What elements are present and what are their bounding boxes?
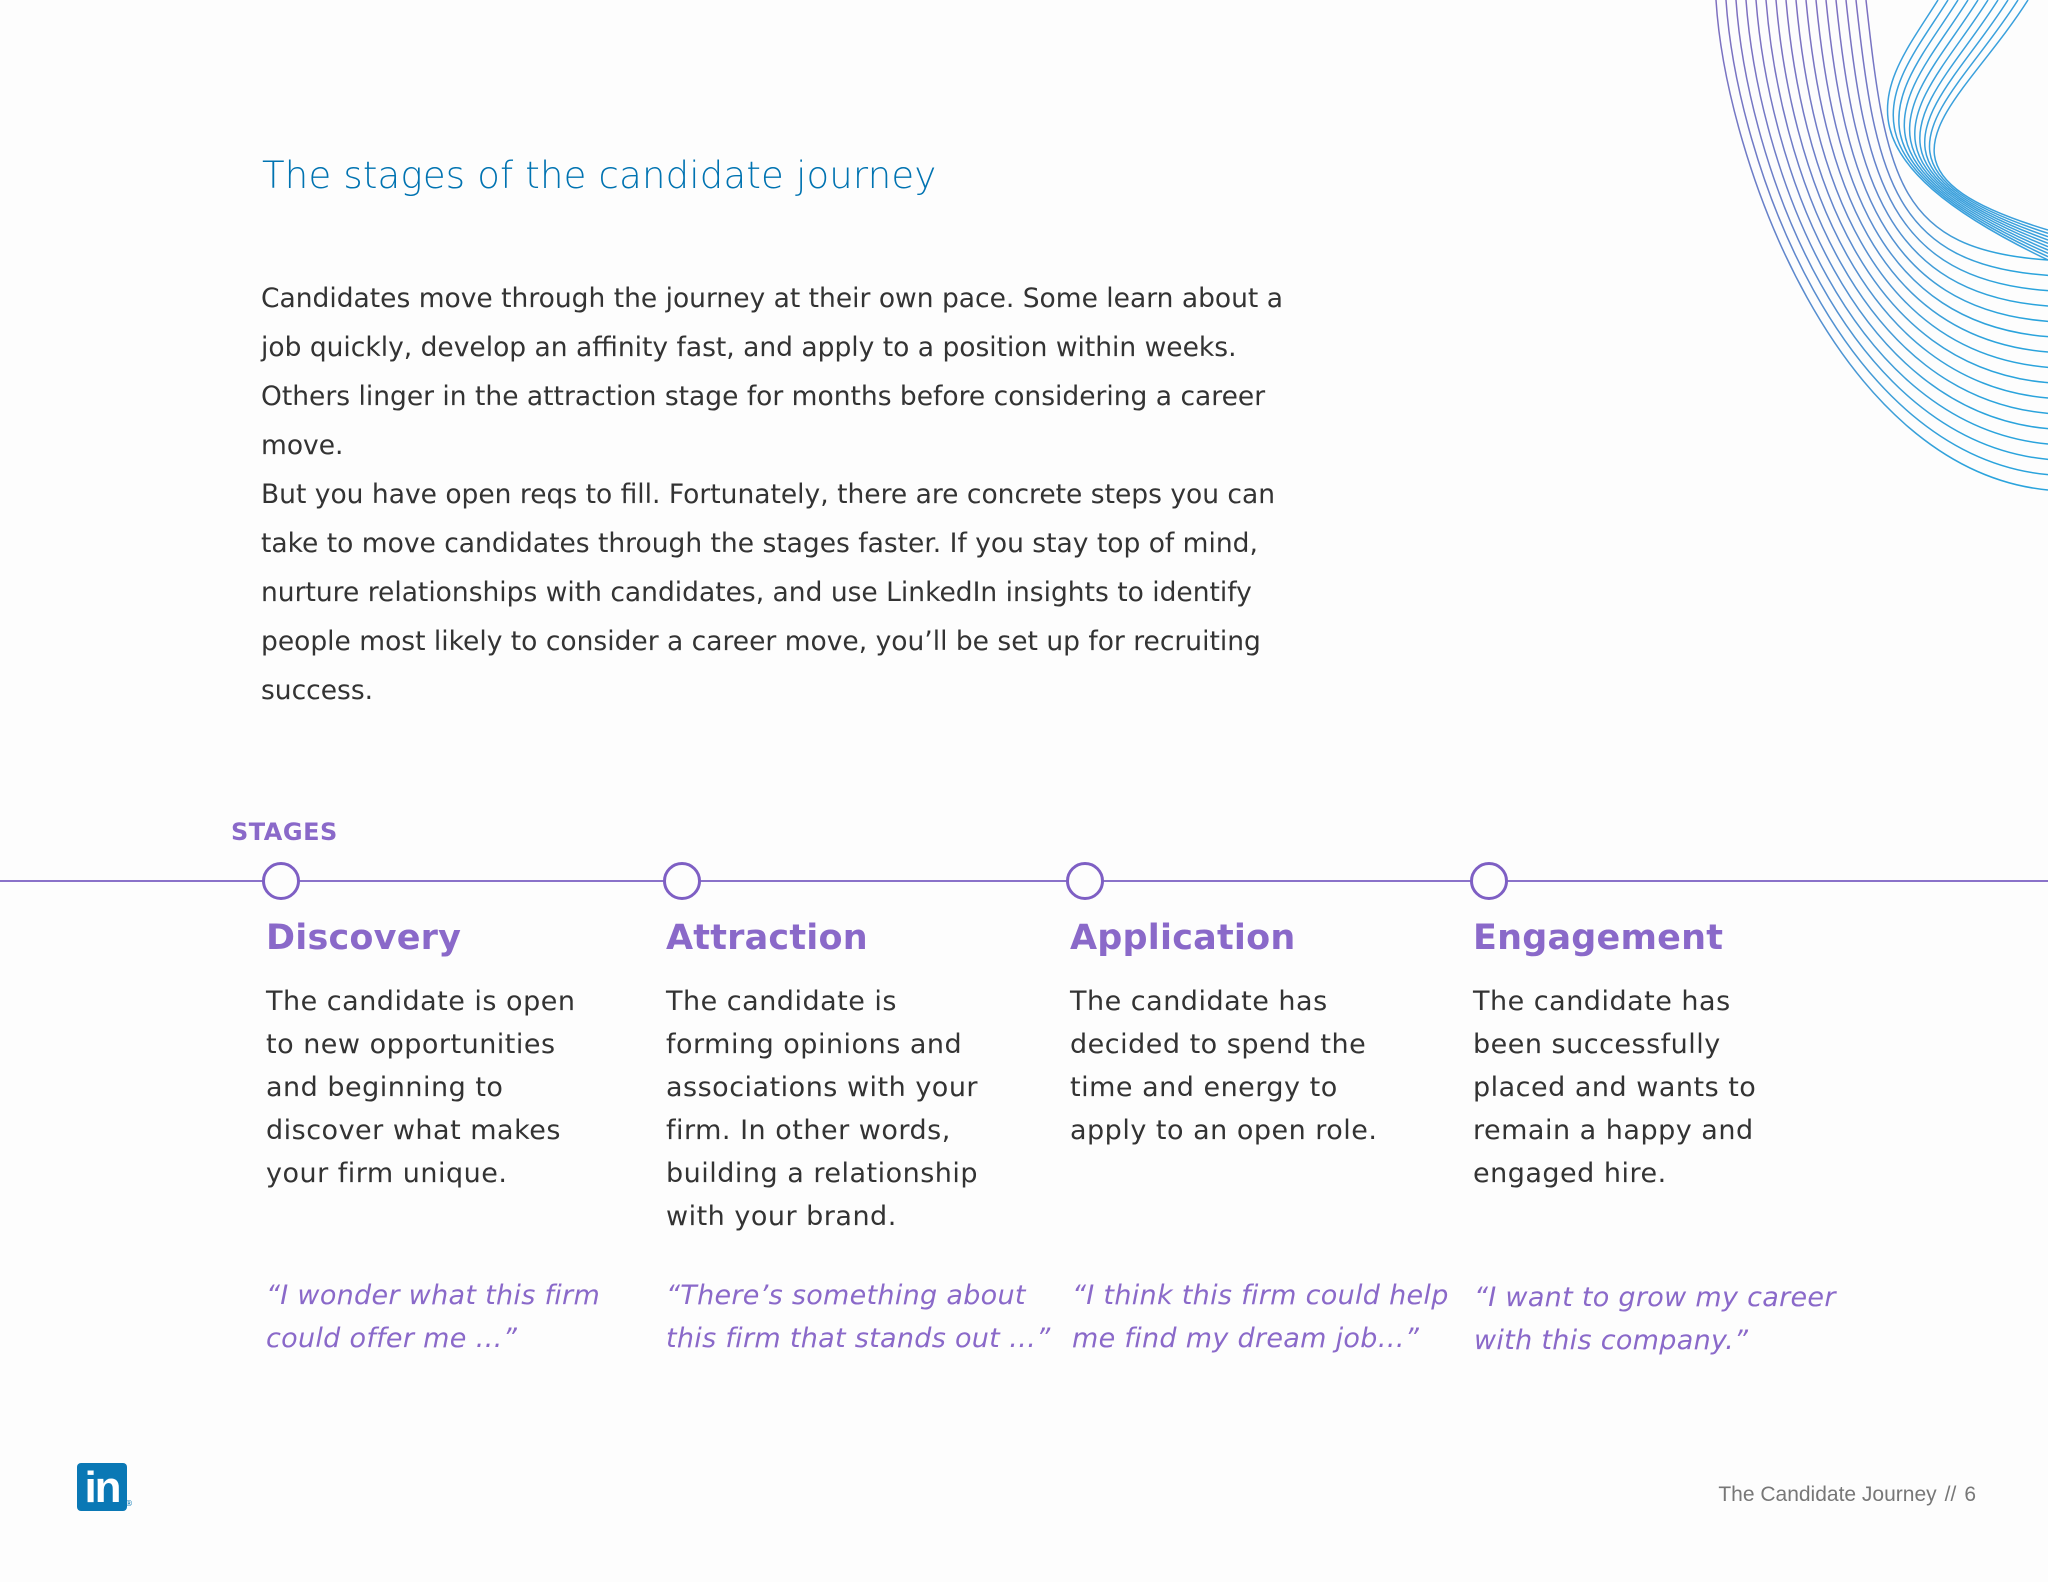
stage-description: The candidate has decided to spend the time and energy to apply to an open role. [1070,986,1378,1146]
stage-discovery [266,918,646,1195]
registered-mark: ® [125,1499,133,1508]
wave-line [1846,0,2048,291]
stage-title: Discovery [266,918,462,958]
stage-quote-engagement: “I want to grow my career with this company.” [1474,1282,1836,1356]
stage-title: Attraction [666,918,868,958]
decorative-wave-lines [1708,0,2048,500]
wave-line [1887,0,2048,260]
linkedin-logo: in [77,1463,127,1511]
stage-quote-application: “I think this firm could help me find my dream job…” [1072,1280,1449,1354]
timeline-node-attraction [663,862,701,900]
timeline-node-application [1066,862,1104,900]
stage-attraction [666,918,1046,1238]
stage-application [1070,918,1450,1152]
wave-line [1786,0,2048,383]
timeline-node-engagement [1470,862,1508,900]
stage-quote-attraction: “There’s something about this firm that stands out …” [666,1280,1051,1354]
stages-label: STAGES [231,818,338,846]
stage-title: Application [1070,918,1296,958]
footer-separator: // [1944,1483,1957,1506]
wave-line [1736,0,2048,459]
stage-description: The candidate has been successfully placed and wants to remain a happy and engaged hire. [1473,986,1757,1189]
timeline-line [0,880,2048,882]
stage-engagement [1473,918,1853,1195]
page-title: The stages of the candidate journey [262,154,937,197]
wave-line [1836,0,2048,306]
page-footer [1718,1483,1976,1507]
stage-description: The candidate is forming opinions and associations with your firm. In other words, building a relationship with your brand. [666,986,979,1232]
footer-document-title: The Candidate Journey [1718,1483,1937,1506]
footer-page-number: 6 [1964,1483,1976,1506]
intro-paragraph-2: But you have open reqs to fill. Fortunately, there are concrete steps you can take to move candidates through the stages faster. If you stay top of mind, nurture relationships with candidates, and use LinkedIn insights to identify people most likely to consider a career move, you’ll be set up for recruiting success. [261,479,1276,706]
stage-title: Engagement [1473,918,1724,958]
wave-line [1766,0,2048,413]
stage-quote-discovery: “I wonder what this firm could offer me …” [266,1280,601,1354]
stage-description: The candidate is open to new opportunities and beginning to discover what makes your firm unique. [266,986,576,1189]
timeline-node-discovery [262,862,300,900]
wave-line [1826,0,2048,321]
intro-paragraph-1: Candidates move through the journey at their own pace. Some learn about a job quickly, develop an affinity fast, and apply to a position within weeks. Others linger in the attraction stage for months before considering a career move. [261,283,1283,461]
